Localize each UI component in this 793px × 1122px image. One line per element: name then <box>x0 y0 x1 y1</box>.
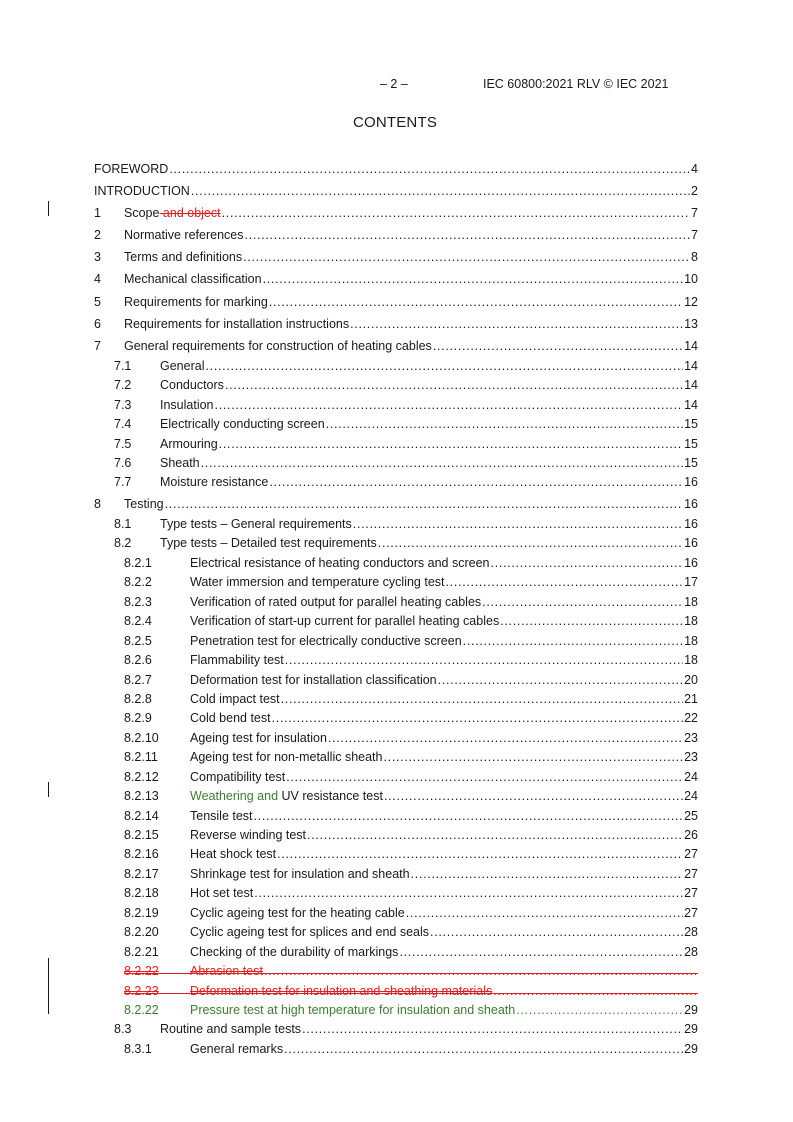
dot-leader <box>285 651 683 670</box>
toc-entry-title <box>190 632 462 651</box>
dot-leader <box>281 690 683 709</box>
toc-entry[interactable] <box>94 884 698 903</box>
dot-leader <box>286 768 683 787</box>
toc-entry-page: 12 <box>684 294 698 309</box>
dot-leader <box>222 202 690 224</box>
toc-entry-title-text: Ageing test for non-metallic sheath <box>190 750 383 765</box>
toc-entry-page: 26 <box>684 828 698 842</box>
toc-entry-number: 8.2.14 <box>124 808 159 823</box>
dot-leader <box>399 943 683 962</box>
toc-entry-title <box>190 768 285 787</box>
toc-entry[interactable] <box>94 593 698 612</box>
toc-entry-title-text: Flammability test <box>190 653 284 668</box>
toc-entry-number: 7.1 <box>114 358 132 373</box>
toc-entry-page: 29 <box>684 1022 698 1037</box>
standard-reference: IEC 60800:2021 RLV © IEC 2021 <box>483 77 669 91</box>
toc-entry-page: 29 <box>684 1002 698 1017</box>
toc-entry-number: 7.5 <box>114 436 132 451</box>
deleted-text: and object <box>159 206 221 221</box>
toc-entry-title <box>124 291 268 313</box>
toc-entry-number: 8.2.20 <box>124 925 159 940</box>
dot-leader <box>201 454 683 473</box>
toc-entry[interactable] <box>94 729 698 748</box>
toc-entry-title-text: Armouring <box>160 436 218 451</box>
toc-entry-page: 27 <box>684 866 698 881</box>
toc-entry-title <box>190 651 284 670</box>
dot-leader <box>307 826 683 845</box>
toc-entry-title-text: General <box>160 358 205 373</box>
dot-leader <box>383 748 683 767</box>
toc-entry[interactable] <box>94 1001 698 1020</box>
toc-entry-page: 24 <box>684 769 698 784</box>
toc-entry-title <box>190 943 398 962</box>
toc-entry-title-text: INTRODUCTION <box>94 184 190 199</box>
dot-leader <box>225 376 683 395</box>
toc-entry-number: 7.6 <box>114 456 132 471</box>
toc-entry-number: 3 <box>94 250 101 265</box>
toc-entry-title <box>160 515 352 534</box>
toc-entry-number: 8.2.7 <box>124 672 152 687</box>
toc-entry-title-text: General remarks <box>190 1041 284 1056</box>
toc-entry-title-text: UV resistance test <box>281 789 383 804</box>
dot-leader <box>493 982 697 1001</box>
toc-entry-title-text: Electrically conducting screen <box>160 417 325 432</box>
toc-entry[interactable] <box>94 651 698 670</box>
toc-entry[interactable] <box>94 1040 698 1059</box>
toc-entry[interactable] <box>94 396 698 415</box>
dot-leader <box>284 1040 683 1059</box>
toc-entry-page: 29 <box>684 1041 698 1056</box>
toc-entry-title-text: Sheath <box>160 456 200 471</box>
dot-leader <box>490 554 683 573</box>
toc-entry-title <box>190 1001 515 1020</box>
toc-entry-page: 27 <box>684 847 698 862</box>
toc-entry-title-text: Cyclic ageing test for splices and end seals <box>190 925 430 940</box>
toc-entry[interactable] <box>94 962 698 981</box>
toc-entry-title <box>190 554 489 573</box>
toc-entry-page: 23 <box>684 750 698 765</box>
toc-entry[interactable] <box>94 454 698 473</box>
toc-entry-title-text: Cyclic ageing test for the heating cable <box>190 905 405 920</box>
toc-entry-number: 8.2.21 <box>124 944 159 959</box>
toc-entry-title <box>190 982 492 1001</box>
dot-leader <box>165 493 683 515</box>
toc-entry-page: 13 <box>684 316 698 331</box>
toc-entry-number: 6 <box>94 316 101 331</box>
toc-entry-title <box>190 671 437 690</box>
toc-entry-page: 18 <box>684 653 698 668</box>
toc-entry-title-text: Pressure test at high temperature for insulation and sheath <box>190 1002 516 1017</box>
dot-leader <box>482 593 683 612</box>
dot-leader <box>438 671 683 690</box>
toc-entry-title <box>190 962 263 981</box>
toc-entry-title-text: General requirements for construction of heating cables <box>124 338 432 353</box>
toc-entry-number: 8.2.18 <box>124 886 159 901</box>
toc-entry-title-text: Hot set test <box>190 886 254 901</box>
toc-entry-number: 8.2 <box>114 536 132 551</box>
toc-entry-title <box>190 807 253 826</box>
toc-entry-number: 8.2.17 <box>124 866 159 881</box>
toc-entry-page: 14 <box>684 338 698 353</box>
toc-entry[interactable] <box>94 573 698 592</box>
toc-entry-title <box>190 593 481 612</box>
toc-entry-number: 4 <box>94 272 101 287</box>
dot-leader <box>378 534 683 553</box>
change-bar <box>48 201 49 216</box>
toc-entry-number: 8.2.12 <box>124 769 159 784</box>
toc-entry-page: 16 <box>684 517 698 531</box>
toc-entry-page: 15 <box>684 417 698 432</box>
toc-entry-number: 5 <box>94 294 101 309</box>
toc-entry[interactable] <box>94 982 698 1001</box>
toc-entry-number: 1 <box>94 206 101 221</box>
toc-entry-title-text: Cold impact test <box>190 691 280 706</box>
toc-entry-number: 8.2.10 <box>124 730 159 745</box>
toc-entry-title <box>124 246 242 268</box>
toc-entry-number: 8.3.1 <box>124 1041 152 1056</box>
toc-entry-number: 8.2.6 <box>124 653 152 668</box>
toc-entry-title <box>190 729 327 748</box>
toc-entry-title <box>190 845 276 864</box>
toc-entry-title-text: Shrinkage test for insulation and sheath <box>190 866 410 881</box>
toc-entry-title <box>124 268 262 290</box>
table-of-contents <box>94 158 698 1059</box>
toc-entry-title-text: Routine and sample tests <box>160 1022 302 1037</box>
toc-entry-page: 8 <box>691 250 698 265</box>
toc-entry-title-text: Requirements for installation instructions <box>124 316 350 331</box>
toc-entry-number: 7.3 <box>114 397 132 412</box>
toc-entry-title <box>190 573 445 592</box>
toc-entry[interactable] <box>94 865 698 884</box>
toc-entry[interactable] <box>94 415 698 434</box>
page-number: – 2 – <box>380 77 408 91</box>
toc-entry-page: 28 <box>684 944 698 959</box>
toc-entry[interactable] <box>94 515 698 534</box>
toc-entry-number: 8.2.16 <box>124 847 159 862</box>
toc-entry[interactable] <box>94 473 698 492</box>
toc-entry-page: 23 <box>684 730 698 745</box>
toc-entry-title <box>94 158 168 180</box>
toc-entry-title-text: Scope <box>124 206 160 221</box>
toc-entry-number: 7.7 <box>114 475 132 490</box>
dot-leader <box>411 865 684 884</box>
toc-entry[interactable] <box>94 202 698 224</box>
toc-entry-number: 8.2.8 <box>124 691 152 706</box>
toc-entry-title <box>190 826 306 845</box>
toc-entry[interactable] <box>94 291 698 313</box>
toc-entry[interactable] <box>94 534 698 553</box>
toc-entry-title <box>190 904 405 923</box>
toc-entry-page: 10 <box>684 272 698 287</box>
inserted-text: Weathering and <box>190 789 282 804</box>
dot-leader <box>243 246 690 268</box>
toc-entry-title-text: Mechanical classification <box>124 272 262 287</box>
toc-entry-number: 7.4 <box>114 417 132 432</box>
toc-entry-page: 7 <box>691 228 698 243</box>
toc-entry-page: 2 <box>691 184 698 199</box>
toc-entry-number: 8.2.22 <box>124 964 159 979</box>
change-bar <box>48 782 49 797</box>
dot-leader <box>433 335 683 357</box>
toc-entry-title <box>160 396 214 415</box>
toc-entry-title-text: Abrasion test <box>190 964 263 979</box>
toc-entry-number: 8 <box>94 496 101 511</box>
toc-entry-title-text: Deformation test for insulation and sheathing materials <box>190 983 493 998</box>
toc-entry-title <box>190 787 383 806</box>
toc-entry-title <box>160 534 377 553</box>
toc-entry[interactable] <box>94 748 698 767</box>
toc-entry-title <box>190 748 382 767</box>
dot-leader <box>245 224 691 246</box>
toc-entry[interactable] <box>94 632 698 651</box>
dot-leader <box>406 904 683 923</box>
toc-entry-page: 16 <box>684 555 698 570</box>
toc-entry[interactable] <box>94 435 698 454</box>
toc-entry-page: 22 <box>684 711 698 726</box>
dot-leader <box>463 632 683 651</box>
toc-entry-number: 8.2.1 <box>124 555 152 570</box>
toc-entry-number: 8.2.11 <box>124 750 158 765</box>
dot-leader <box>215 396 684 415</box>
toc-entry-page: 15 <box>684 456 698 471</box>
toc-entry[interactable] <box>94 943 698 962</box>
toc-entry-title-text: Electrical resistance of heating conductors and screen <box>190 555 490 570</box>
toc-entry-title <box>190 884 253 903</box>
dot-leader <box>269 473 683 492</box>
toc-entry[interactable] <box>94 357 698 376</box>
toc-entry-title-text: Testing <box>124 496 164 511</box>
toc-entry-title <box>124 335 432 357</box>
toc-entry-title-text: Ageing test for insulation <box>190 730 327 745</box>
toc-entry[interactable] <box>94 612 698 631</box>
dot-leader <box>500 612 683 631</box>
toc-entry-number: 8.2.2 <box>124 575 152 590</box>
toc-entry[interactable] <box>94 807 698 826</box>
toc-entry-page: 16 <box>684 475 698 490</box>
toc-entry-number: 8.2.23 <box>124 983 159 998</box>
toc-entry-title-text: Compatibility test <box>190 769 286 784</box>
toc-entry-title <box>160 415 325 434</box>
toc-entry-page: 21 <box>684 691 698 706</box>
toc-entry-title-text: Conductors <box>160 378 224 393</box>
toc-entry-title-text: Type tests – General requirements <box>160 517 352 531</box>
dot-leader <box>430 923 683 942</box>
toc-entry-title-text: Verification of rated output for parallel heating cables <box>190 594 482 609</box>
dot-leader <box>277 845 683 864</box>
toc-entry-page: 18 <box>684 614 698 629</box>
toc-entry-title <box>190 612 499 631</box>
contents-title: CONTENTS <box>352 114 438 131</box>
toc-entry-page: 24 <box>684 789 698 804</box>
toc-entry[interactable] <box>94 671 698 690</box>
toc-entry-page: 16 <box>684 536 698 551</box>
toc-entry[interactable] <box>94 493 698 515</box>
toc-entry[interactable] <box>94 845 698 864</box>
dot-leader <box>219 435 683 454</box>
toc-entry-title-text: Normative references <box>124 228 244 243</box>
toc-entry-title <box>124 313 349 335</box>
dot-leader <box>446 573 684 592</box>
toc-entry-title <box>160 473 268 492</box>
toc-entry-number: 8.2.4 <box>124 614 152 629</box>
toc-entry-title <box>160 454 200 473</box>
dot-leader <box>516 1001 683 1020</box>
toc-entry-page: 14 <box>684 397 698 412</box>
toc-entry-title-text: Penetration test for electrically conductive screen <box>190 633 462 648</box>
toc-entry-title <box>160 435 218 454</box>
toc-entry-number: 8.2.9 <box>124 711 152 726</box>
dot-leader <box>326 415 683 434</box>
toc-entry[interactable] <box>94 180 698 202</box>
toc-entry-title-text: Heat shock test <box>190 847 277 862</box>
dot-leader <box>264 962 697 981</box>
toc-entry-title <box>124 202 221 224</box>
toc-entry[interactable] <box>94 768 698 787</box>
toc-entry-page: 18 <box>684 633 698 648</box>
toc-entry-page: 25 <box>684 808 698 823</box>
dot-leader <box>205 357 683 376</box>
toc-entry[interactable] <box>94 709 698 728</box>
toc-entry-title <box>190 923 429 942</box>
toc-entry[interactable] <box>94 313 698 335</box>
toc-entry[interactable] <box>94 826 698 845</box>
toc-entry-page: 28 <box>684 925 698 940</box>
dot-leader <box>328 729 683 748</box>
toc-entry-title-text: Tensile test <box>190 808 253 823</box>
toc-entry-number: 8.2.22 <box>124 1002 159 1017</box>
toc-entry-page: 17 <box>684 575 698 590</box>
toc-entry-number: 8.2.5 <box>124 633 152 648</box>
toc-entry-number: 8.2.13 <box>124 789 159 804</box>
toc-entry-title <box>190 690 280 709</box>
dot-leader <box>263 268 684 290</box>
toc-entry-title-text: Checking of the durability of markings <box>190 944 399 959</box>
dot-leader <box>254 884 683 903</box>
toc-entry[interactable] <box>94 554 698 573</box>
toc-entry-title <box>124 493 164 515</box>
toc-entry-number: 8.2.15 <box>124 828 159 842</box>
toc-entry-page: 27 <box>684 886 698 901</box>
toc-entry-page: 7 <box>691 206 698 221</box>
toc-entry-number: 2 <box>94 228 101 243</box>
toc-entry-page: 4 <box>691 162 698 176</box>
toc-entry-number: 7.2 <box>114 378 132 393</box>
toc-entry-title-text: Deformation test for installation classification <box>190 672 437 687</box>
toc-entry-title <box>160 1020 301 1039</box>
toc-entry-title-text: Reverse winding test <box>190 828 307 842</box>
toc-entry-title <box>160 357 204 376</box>
toc-entry[interactable] <box>94 335 698 357</box>
toc-entry-number: 8.3 <box>114 1022 132 1037</box>
toc-entry[interactable] <box>94 923 698 942</box>
toc-entry-title-text: Moisture resistance <box>160 475 269 490</box>
toc-entry-title <box>124 224 244 246</box>
dot-leader <box>384 787 683 806</box>
dot-leader <box>254 807 684 826</box>
toc-entry[interactable] <box>94 690 698 709</box>
toc-entry-page: 14 <box>684 378 698 393</box>
toc-entry-title-text: Insulation <box>160 397 214 412</box>
toc-entry-number: 8.2.3 <box>124 594 152 609</box>
toc-entry[interactable] <box>94 246 698 268</box>
toc-entry-title-text: Requirements for marking <box>124 294 268 309</box>
dot-leader <box>272 709 683 728</box>
toc-entry-title-text: Water immersion and temperature cycling test <box>190 575 445 590</box>
toc-entry-page: 14 <box>684 358 698 373</box>
toc-entry[interactable] <box>94 224 698 246</box>
toc-entry-number: 8.1 <box>114 517 132 531</box>
toc-entry-title-text: Verification of start-up current for parallel heating cables <box>190 614 500 629</box>
toc-entry-title-text: Type tests – Detailed test requirements <box>160 536 377 551</box>
change-bar <box>48 958 49 1014</box>
dot-leader <box>169 158 690 180</box>
dot-leader <box>269 291 683 313</box>
toc-entry[interactable] <box>94 158 698 180</box>
toc-entry-page: 27 <box>684 905 698 920</box>
toc-entry-title-text: Terms and definitions <box>124 250 243 265</box>
toc-entry[interactable] <box>94 904 698 923</box>
toc-entry-page: 18 <box>684 594 698 609</box>
toc-entry-number: 8.2.19 <box>124 905 159 920</box>
toc-entry[interactable] <box>94 268 698 290</box>
toc-entry-title <box>190 1040 283 1059</box>
toc-entry-page: 15 <box>684 436 698 451</box>
toc-entry-title <box>190 709 271 728</box>
toc-entry-title <box>94 180 190 202</box>
toc-entry-page: 20 <box>684 672 698 687</box>
dot-leader <box>302 1020 683 1039</box>
toc-entry[interactable] <box>94 1020 698 1039</box>
toc-entry-title-text: Cold bend test <box>190 711 271 726</box>
dot-leader <box>191 180 690 202</box>
toc-entry-title <box>190 865 410 884</box>
toc-entry-title <box>160 376 224 395</box>
dot-leader <box>353 515 683 534</box>
toc-entry-title-text: FOREWORD <box>94 162 169 176</box>
toc-entry[interactable] <box>94 376 698 395</box>
dot-leader <box>350 313 683 335</box>
toc-entry-page: 16 <box>684 496 698 511</box>
toc-entry-number: 7 <box>94 338 101 353</box>
toc-entry[interactable] <box>94 787 698 806</box>
